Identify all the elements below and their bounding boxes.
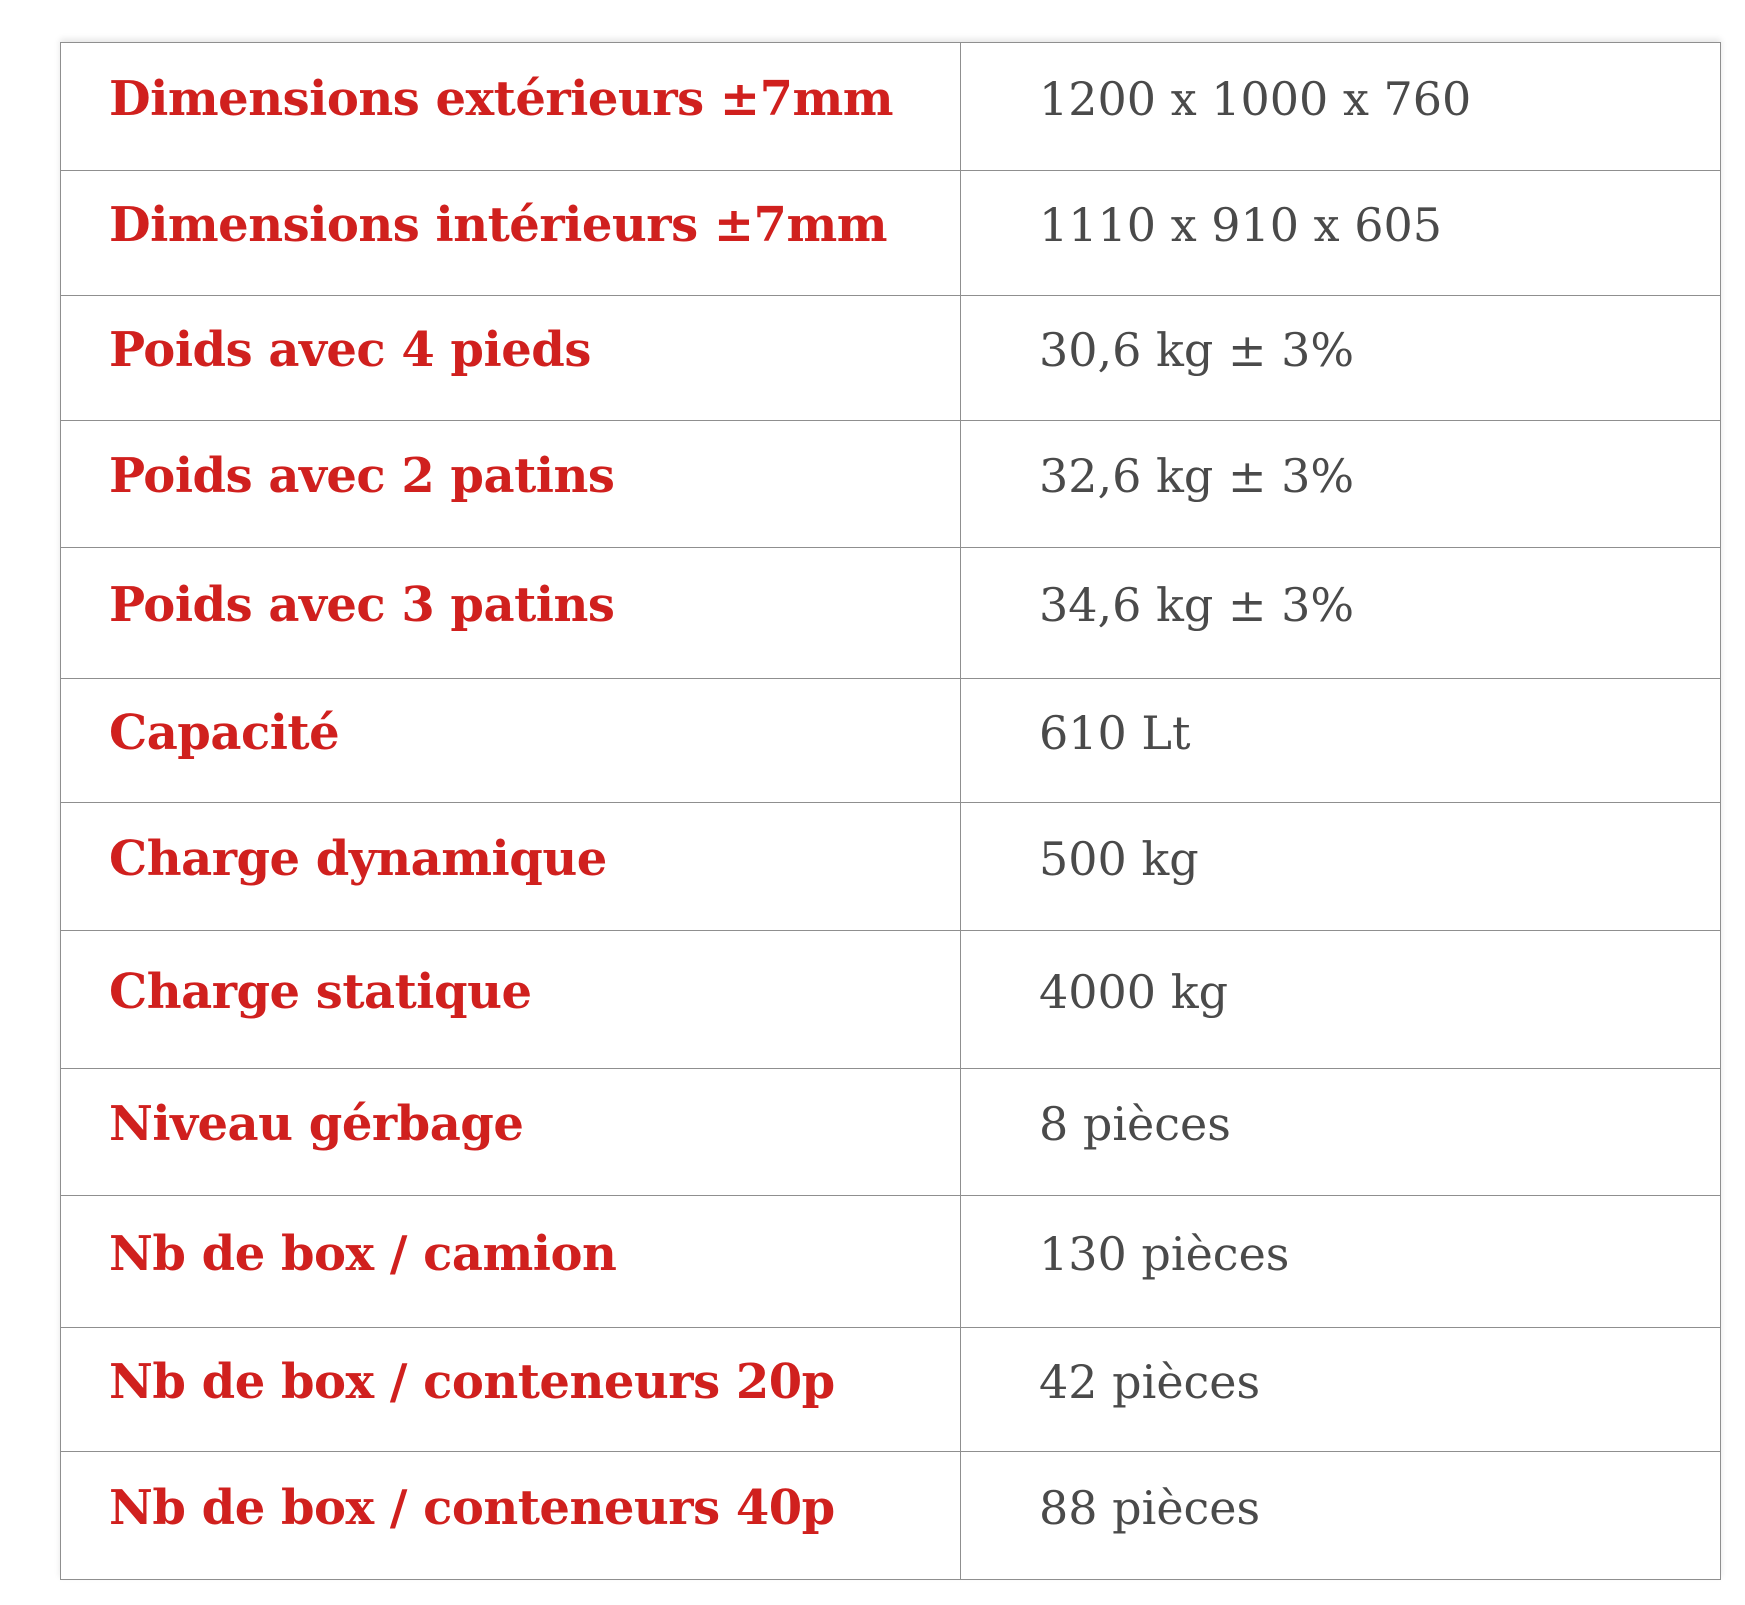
row-label-text: Capacité [109,704,340,761]
row-label-text: Charge statique [109,963,532,1020]
row-value [961,679,1721,803]
row-value [961,1328,1721,1452]
row-value-text: 130 pièces [1039,1226,1290,1281]
row-value [961,421,1721,548]
row-value-text: 610 Lt [1039,705,1191,760]
row-value [961,931,1721,1069]
table-row [61,1328,1721,1452]
table-row [61,1196,1721,1328]
row-label [61,679,961,803]
row-label [61,803,961,931]
row-label-text: Poids avec 3 patins [109,577,615,633]
row-value-text: 32,6 kg ± 3% [1039,449,1355,503]
table-row [61,931,1721,1069]
spec-table [60,42,1721,1580]
row-label-text: Dimensions extérieurs ±7mm [109,70,894,127]
row-value [961,296,1721,421]
table-row [61,43,1721,171]
row-value-text: 8 pièces [1039,1097,1231,1151]
row-label [61,1196,961,1328]
row-value [961,171,1721,296]
row-label-text: Nb de box / conteneurs 40p [109,1479,835,1536]
row-label-text: Poids avec 4 pieds [109,322,591,378]
table-row [61,1069,1721,1196]
row-value [961,43,1721,171]
row-label-text: Niveau gérbage [109,1096,524,1152]
table-row [61,548,1721,679]
table-row [61,1452,1721,1580]
row-value [961,1069,1721,1196]
row-value [961,548,1721,679]
row-value-text: 88 pièces [1039,1480,1261,1535]
row-label [61,1328,961,1452]
row-label [61,43,961,171]
row-value [961,1452,1721,1580]
row-value-text: 1200 x 1000 x 760 [1039,71,1472,126]
table-row [61,171,1721,296]
row-label-text: Nb de box / conteneurs 20p [109,1353,835,1410]
row-label-text: Dimensions intérieurs ±7mm [109,197,888,253]
row-value-text: 34,6 kg ± 3% [1039,578,1355,632]
row-label-text: Poids avec 2 patins [109,448,615,504]
row-label [61,931,961,1069]
row-value-text: 42 pièces [1039,1354,1261,1409]
row-label [61,296,961,421]
row-value [961,803,1721,931]
row-value-text: 4000 kg [1039,964,1229,1019]
row-label-text: Charge dynamique [109,830,607,887]
row-label [61,1452,961,1580]
table-row [61,421,1721,548]
row-value-text: 500 kg [1039,831,1199,886]
table-row [61,679,1721,803]
row-value-text: 1110 x 910 x 605 [1039,198,1443,252]
row-label [61,548,961,679]
row-label [61,171,961,296]
row-label-text: Nb de box / camion [109,1225,617,1282]
row-value-text: 30,6 kg ± 3% [1039,323,1355,377]
table-row [61,803,1721,931]
row-value [961,1196,1721,1328]
table-row [61,296,1721,421]
row-label [61,421,961,548]
row-label [61,1069,961,1196]
